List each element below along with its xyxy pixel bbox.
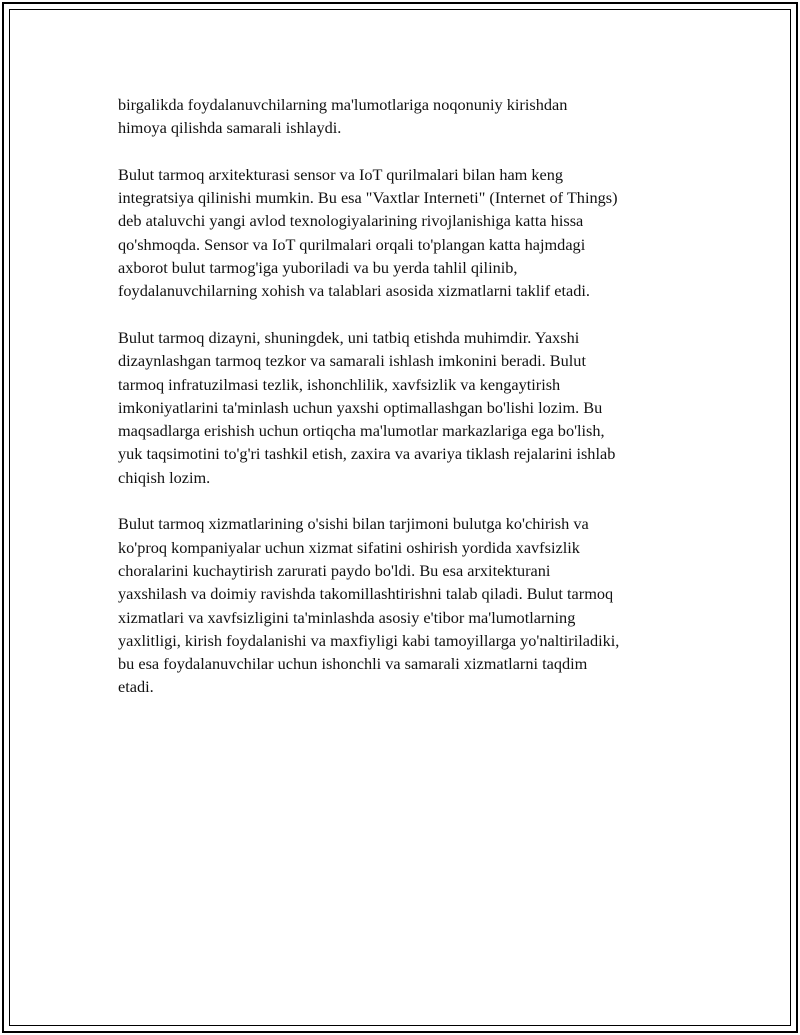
paragraph-1: birgalikda foydalanuvchilarning ma'lumotlariga noqonuniy kirishdan himoya qilishda samarali ishlaydi. — [118, 95, 568, 138]
paragraph-2: Bulut tarmoq arxitekturasi sensor va IoT qurilmalari bilan ham keng integratsiya qilinishi mumkin. Bu esa "Vaxtlar Interneti" (Internet of Things) deb ataluvchi yangi avlod texnologiyalarining rivojlanishiga katta hissa qo'shmoqda. Sensor va IoT qurilmalari orqali to'plangan katta hajmdagi axborot bulut tarmog'iga yuboriladi va bu yerda tahlil qilinib, foydalanuvchilarning xohish va talablari asosida xizmatlarni taklif etadi. — [118, 164, 618, 301]
paragraph-3: Bulut tarmoq dizayni, shuningdek, uni tatbiq etishda muhimdir. Yaxshi dizaynlashgan tarmoq tezkor va samarali ishlash imkonini beradi. Bulut tarmoq infratuzilmasi tezlik, ishonchlilik, xavfsizlik va kengaytirish imkoniyatlarini ta'minlash uchun yaxshi optimallashgan bo'lishi lozim. Bu maqsadlarga erishish uchun ortiqcha ma'lumotlar markazlariga ega bo'lish, yuk taqsimotini to'g'ri tashkil etish, zaxira va avariya tiklash rejalarini ishlab chiqish lozim. — [118, 327, 616, 487]
document-body — [118, 93, 688, 722]
paragraph-4: Bulut tarmoq xizmatlarining o'sishi bilan tarjimoni bulutga ko'chirish va ko'proq kompaniyalar uchun xizmat sifatini oshirish yordida xavfsizlik choralarini kuchaytirish zarurati paydo bo'ldi. Bu esa arxitekturani yaxshilash va doimiy ravishda takomillashtirishni talab qiladi. Bulut tarmoq xizmatlari va xavfsizligini ta'minlashda asosiy e'tibor ma'lumotlarning yaxlitligi, kirish foydalanishi va maxfiyligi kabi tamoyillarga yo'naltiriladiki, bu esa foydalanuvchilar uchun ishonchli va samarali xizmatlarni taqdim etadi. — [118, 514, 620, 697]
